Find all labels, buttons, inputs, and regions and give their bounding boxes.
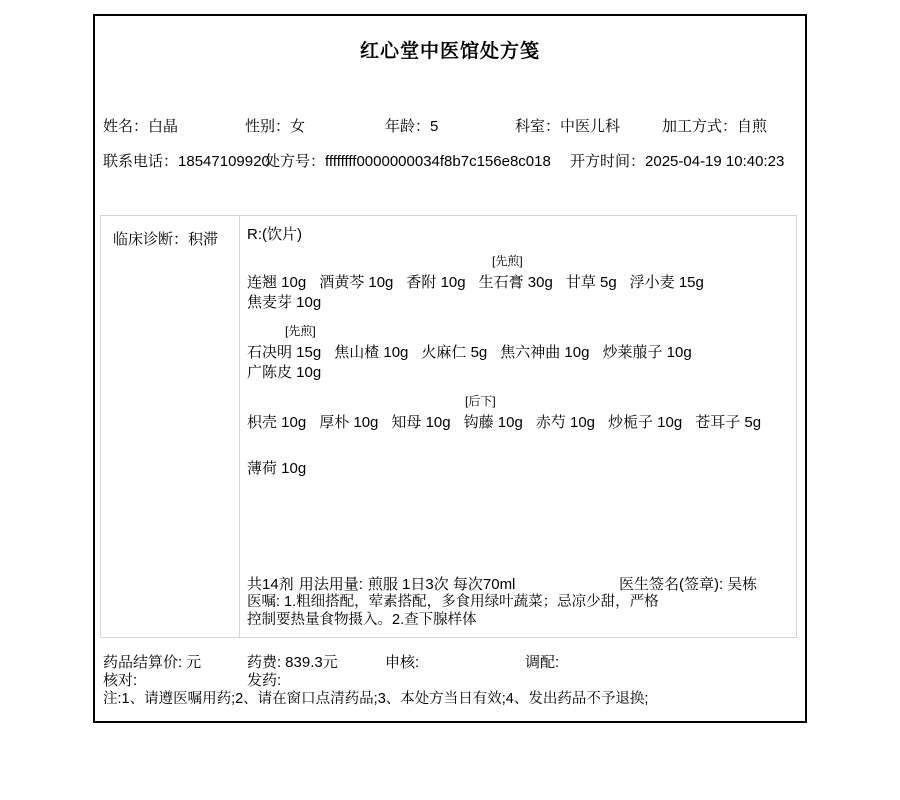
field-label: 申核: — [385, 654, 420, 671]
usage-label: 用法用量: — [298, 576, 363, 593]
field-value: 839.3元 — [285, 654, 338, 671]
diagnosis-label: 临床诊断： — [113, 231, 189, 248]
advice-line-2: 控制要热量食物摄入。2.查下腺样体 — [247, 612, 477, 628]
field-value: 白晶 — [148, 118, 179, 135]
field-label: 开方时间： — [570, 153, 646, 170]
field-issue-time — [570, 150, 784, 171]
footer-note: 注:1、请遵医嘱用药;2、请在窗口点清药品;3、本处方当日有效;4、发出药品不予退换; — [103, 691, 649, 707]
diagnosis-value: 积滞 — [188, 231, 219, 248]
field-gender — [245, 115, 305, 136]
usage-value: 煎服 1日3次 每次70ml — [367, 576, 516, 593]
herb-item: 酒黄芩 10g — [319, 274, 394, 291]
herb-item: 焦山楂 10g — [334, 344, 409, 361]
herb-item: 炒莱菔子 10g — [602, 344, 692, 361]
advice-line-1: 医嘱: 1.粗细搭配，荤素搭配，多食用绿叶蔬菜；忌凉少甜，严格 — [247, 594, 659, 610]
field-patient-name — [103, 115, 178, 136]
field-value: 18547109920 — [178, 153, 270, 170]
field-label: 发药: — [247, 672, 282, 689]
patient-info-row-2 — [95, 150, 805, 168]
herb-item: 钩藤 10g — [463, 414, 523, 431]
herb-item: 厚朴 10g — [319, 414, 379, 431]
diagnosis-cell — [101, 216, 240, 637]
herb-item: 香附 10g — [406, 274, 466, 291]
herb-item: 生石膏 30g — [478, 274, 553, 291]
doctor-signature — [619, 576, 757, 593]
field-department — [515, 115, 620, 136]
herb-line — [247, 273, 789, 313]
decoction-tag: [后下] — [465, 394, 496, 408]
field-value: 元 — [186, 654, 202, 671]
decoction-tag: [先煎] — [492, 254, 523, 268]
field-rx-number — [265, 150, 551, 171]
field-label: 调配: — [525, 654, 560, 671]
doctor-name: 吴栋 — [727, 576, 758, 593]
patient-info-row-1 — [95, 115, 805, 133]
prescription-frame — [93, 14, 807, 723]
dosage-total: 共14剂 — [247, 576, 294, 593]
herb-item: 薄荷 10g — [247, 460, 307, 477]
field-value: ffffffff0000000034f8b7c156e8c018 — [325, 153, 551, 170]
herb-item: 广陈皮 10g — [247, 364, 322, 381]
field-value: 自煎 — [737, 118, 768, 135]
settlement-row-2 — [95, 669, 805, 687]
field-label: 核对: — [103, 672, 138, 689]
herb-item: 焦麦芽 10g — [247, 294, 322, 311]
field-label: 加工方式： — [662, 118, 738, 135]
field-phone — [103, 150, 270, 171]
rx-cell — [240, 216, 796, 637]
field-label: 年龄： — [385, 118, 431, 135]
herb-item: 知母 10g — [391, 414, 451, 431]
dosage-line — [247, 576, 789, 593]
field-value: 女 — [290, 118, 306, 135]
herb-line — [247, 459, 789, 479]
field-age — [385, 115, 438, 136]
doctor-signature-label: 医生签名(签章): — [619, 576, 724, 593]
page-title: 红心堂中医馆处方笺 — [359, 41, 540, 62]
decoction-tag: [先煎] — [285, 324, 316, 338]
herb-item: 枳壳 10g — [247, 414, 307, 431]
rx-bottom-block — [247, 576, 789, 629]
herb-item: 苍耳子 5g — [695, 414, 762, 431]
field-label: 科室： — [515, 118, 561, 135]
field-value: 5 — [430, 118, 439, 135]
field-label: 药费: — [247, 654, 282, 671]
herb-line — [247, 343, 789, 383]
field-label: 处方号： — [265, 153, 326, 170]
settlement-row-1 — [95, 651, 805, 669]
rx-groups — [247, 254, 789, 479]
herb-item: 浮小麦 15g — [629, 274, 704, 291]
herb-item: 石决明 15g — [247, 344, 322, 361]
prescription-table — [100, 215, 797, 638]
herb-item: 甘草 5g — [565, 274, 617, 291]
herb-item: 焦六神曲 10g — [500, 344, 590, 361]
field-label: 联系电话： — [103, 153, 179, 170]
herb-item: 连翘 10g — [247, 274, 307, 291]
field-label: 性别： — [245, 118, 291, 135]
field-value: 2025-04-19 10:40:23 — [645, 153, 785, 170]
herb-item: 炒栀子 10g — [608, 414, 683, 431]
herb-line — [247, 413, 789, 433]
field-processing-method — [662, 115, 767, 136]
rx-header: R:(饮片) — [247, 226, 302, 243]
field-value: 中医儿科 — [560, 118, 621, 135]
herb-item: 火麻仁 5g — [421, 344, 488, 361]
field-label: 姓名： — [103, 118, 149, 135]
herb-item: 赤芍 10g — [535, 414, 596, 431]
field-label: 药品结算价: — [103, 654, 183, 671]
